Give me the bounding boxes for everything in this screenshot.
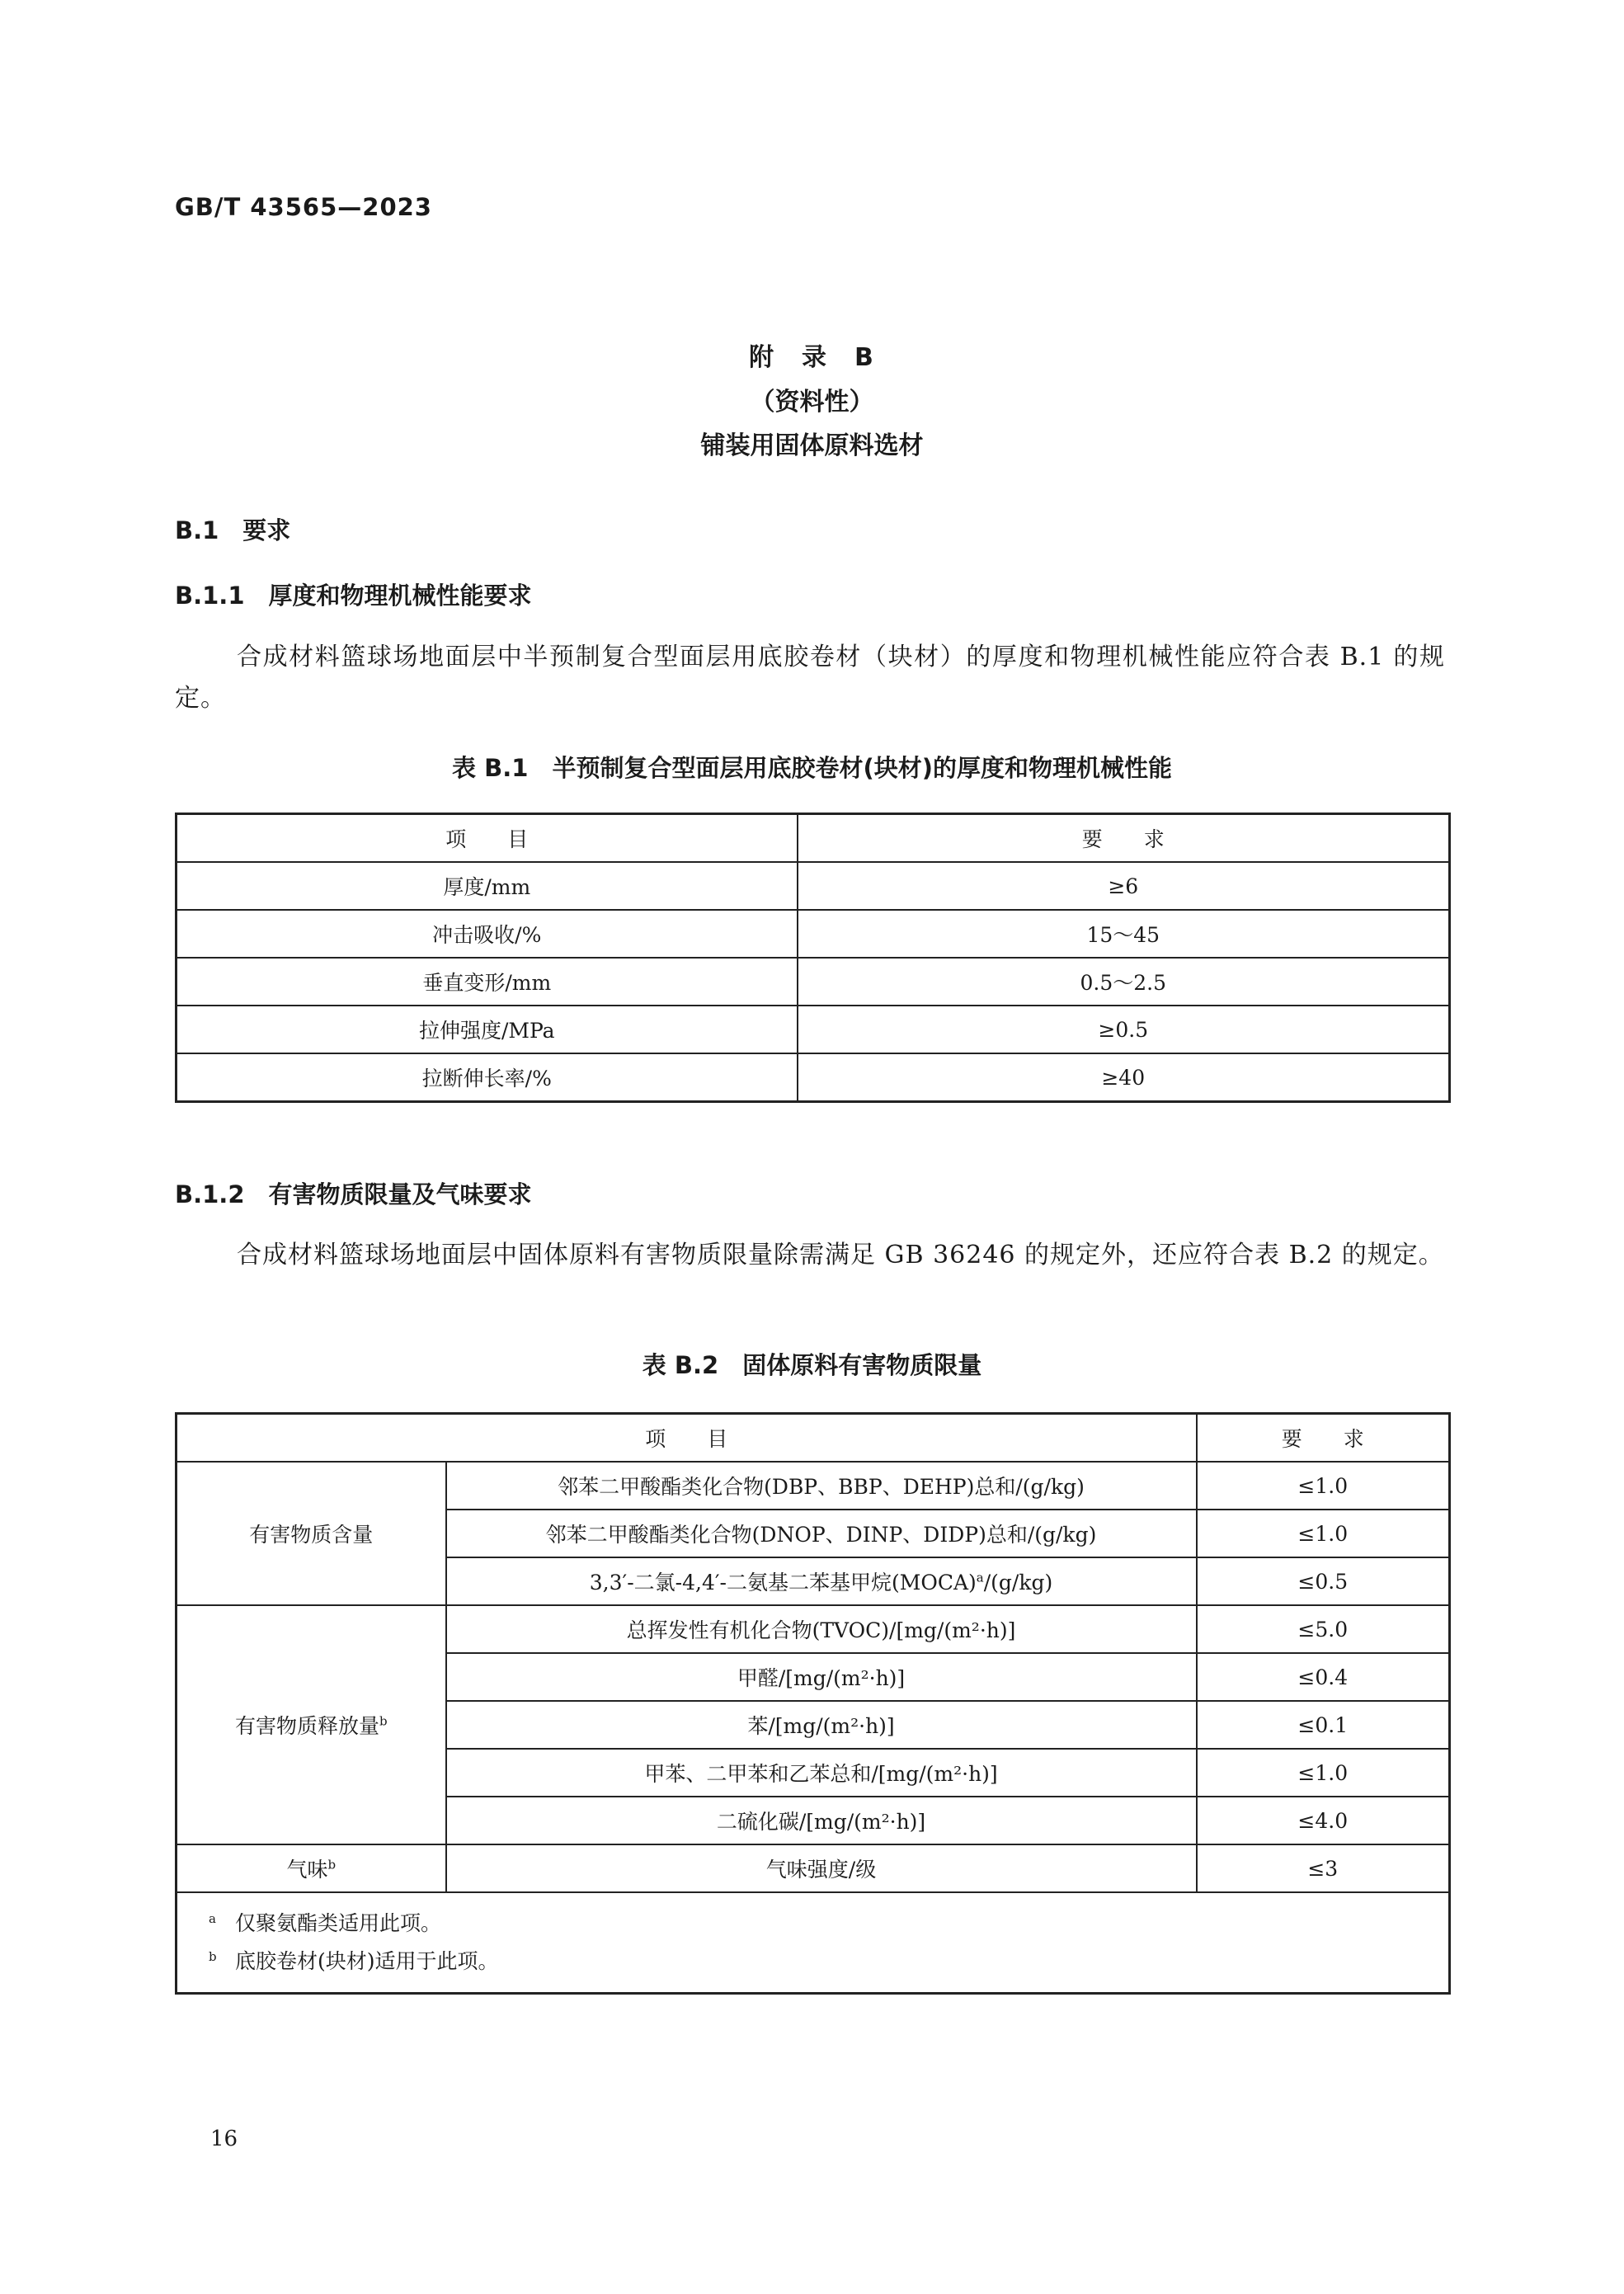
table-row (177, 958, 1450, 1006)
annex-name: 铺装用固体原料选材 (700, 431, 924, 460)
table-note (209, 1943, 1448, 1981)
table-row (177, 1605, 1450, 1653)
table-row (177, 1006, 1450, 1053)
table-row (177, 910, 1450, 958)
table-notes-row (177, 1892, 1450, 1994)
item-cell: 总挥发性有机化合物(TVOC)/[mg/(m²·h)] (446, 1605, 1197, 1653)
section-heading-b1-1: B.1.1 厚度和物理机械性能要求 (175, 582, 532, 610)
item-cell: 邻苯二甲酸酯类化合物(DNOP、DINP、DIDP)总和/(g/kg) (446, 1510, 1197, 1557)
item-cell: 邻苯二甲酸酯类化合物(DBP、BBP、DEHP)总和/(g/kg) (446, 1462, 1197, 1510)
group-label-emission (177, 1605, 446, 1844)
item-cell: 冲击吸收/% (177, 910, 798, 958)
table-row (177, 1053, 1450, 1102)
table-row (177, 1844, 1450, 1892)
note-text: 底胶卷材(块材)适用于此项。 (235, 1949, 499, 1973)
requirement-cell: ≤1.0 (1197, 1510, 1450, 1557)
column-header-item: 项 目 (177, 1414, 1197, 1463)
group-label-content: 有害物质含量 (177, 1462, 446, 1605)
note-text: 仅聚氨酯类适用此项。 (235, 1911, 442, 1935)
item-cell: 厚度/mm (177, 862, 798, 910)
table-note (209, 1905, 1448, 1943)
item-cell: 气味强度/级 (446, 1844, 1197, 1892)
footnote-mark: b (379, 1713, 388, 1729)
group-label-odor (177, 1844, 446, 1892)
requirement-cell: ≤1.0 (1197, 1462, 1450, 1510)
item-cell: 拉断伸长率/% (177, 1053, 798, 1102)
paragraph-b1-2: 合成材料篮球场地面层中固体原料有害物质限量除需满足 GB 36246 的规定外，还应符合表 B.2 的规定。 (237, 1241, 1444, 1269)
requirement-cell: ≥40 (798, 1053, 1450, 1102)
item-unit: /(g/kg) (983, 1571, 1053, 1594)
item-text: 3,3′-二氯-4,4′-二氨基二苯基甲烷(MOCA) (589, 1571, 977, 1594)
item-cell: 甲苯、二甲苯和乙苯总和/[mg/(m²·h)] (446, 1749, 1197, 1797)
footnote-mark: a (976, 1570, 984, 1585)
requirement-cell: ≥6 (798, 862, 1450, 910)
footnote-mark: a (209, 1911, 216, 1926)
requirement-cell: ≤4.0 (1197, 1797, 1450, 1844)
standard-code: GB/T 43565—2023 (175, 193, 432, 221)
paragraph-b1-1: 合成材料篮球场地面层中半预制复合型面层用底胶卷材（块材）的厚度和物理机械性能应符合表 B.1 的规定。 (175, 643, 1445, 713)
column-header-requirement: 要 求 (1197, 1414, 1450, 1463)
section-heading-b1: B.1 要求 (175, 516, 291, 544)
requirement-cell: 15～45 (798, 910, 1450, 958)
column-header-item: 项 目 (177, 814, 798, 863)
column-header-requirement: 要 求 (798, 814, 1450, 863)
item-cell: 拉伸强度/MPa (177, 1006, 798, 1053)
table-row (177, 862, 1450, 910)
requirement-cell: ≤0.5 (1197, 1557, 1450, 1605)
table-row (177, 1462, 1450, 1510)
footnote-mark: b (209, 1949, 217, 1964)
table-notes (177, 1892, 1450, 1994)
requirement-cell: ≤0.4 (1197, 1653, 1450, 1701)
item-cell: 垂直变形/mm (177, 958, 798, 1006)
annex-nature: （资料性） (750, 388, 874, 417)
group-label-text: 有害物质释放量 (234, 1714, 379, 1738)
group-label-text: 气味 (286, 1858, 328, 1882)
item-cell (446, 1557, 1197, 1605)
table-b2-caption: 表 B.2 固体原料有害物质限量 (642, 1351, 982, 1379)
requirement-cell: 0.5～2.5 (798, 958, 1450, 1006)
item-cell: 苯/[mg/(m²·h)] (446, 1701, 1197, 1749)
section-heading-b1-2: B.1.2 有害物质限量及气味要求 (175, 1180, 532, 1208)
footnote-mark: b (327, 1857, 337, 1872)
table-b1-caption: 表 B.1 半预制复合型面层用底胶卷材(块材)的厚度和物理机械性能 (452, 754, 1172, 782)
table-b1 (175, 813, 1451, 1103)
annex-title: 附 录 B (749, 343, 875, 372)
requirement-cell: ≤0.1 (1197, 1701, 1450, 1749)
requirement-cell: ≤1.0 (1197, 1749, 1450, 1797)
table-header-row (177, 1414, 1450, 1463)
item-cell: 二硫化碳/[mg/(m²·h)] (446, 1797, 1197, 1844)
requirement-cell: ≥0.5 (798, 1006, 1450, 1053)
requirement-cell: ≤3 (1197, 1844, 1450, 1892)
table-header-row (177, 814, 1450, 863)
table-b2 (175, 1412, 1451, 1995)
item-cell: 甲醛/[mg/(m²·h)] (446, 1653, 1197, 1701)
page-number: 16 (210, 2127, 238, 2151)
requirement-cell: ≤5.0 (1197, 1605, 1450, 1653)
